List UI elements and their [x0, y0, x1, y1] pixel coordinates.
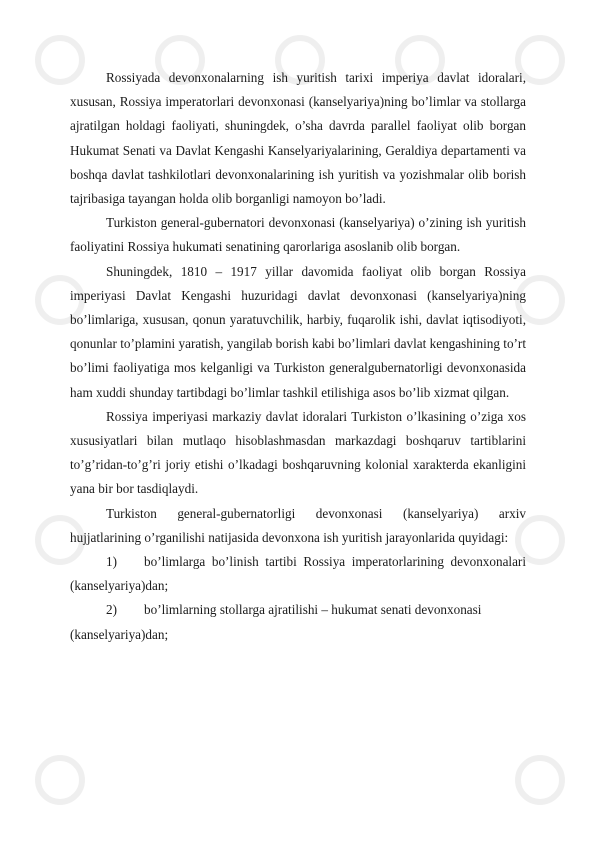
list-item-text: bo’limlarga bo’linish tartibi Rossiya imperatorlarining devonxonalari (kanselyariya)dan;	[70, 554, 526, 594]
paragraph-1: Rossiyada devonxonalarning ish yuritish tarixi imperiya davlat idoralari, xususan, Rossiya imperatorlari devonxonasi (kanselyariya)ning bo’limlar va stollarga ajratilgan holdagi faoliyati, shuningdek, o’sha davrda parallel faoliyat olib borgan Hukumat Senati va Davlat Kengashi Kanselyariyalarining, Geraldiya departamenti va boshqa davlat tashkilotlari devonxonalarining ish yuritish va yozishmalar olib borish tajribasiga tayangan holda olib borganligi namoyon bo’ladi.	[70, 70, 526, 207]
paragraph-2: Turkiston general-gubernatori devonxonasi (kanselyariya) o’zining ish yuritish faoliyatini Rossiya hukumati senatining qarorlariga asoslanib olib borgan.	[70, 215, 526, 255]
list-item-2	[70, 598, 526, 646]
paragraph-5: Turkiston general-gubernatorligi devonxonasi (kanselyariya) arxiv hujjatlarining o’rganilishi natijasida devonxona ish yuritish jarayonlarida quyidagi:	[70, 505, 526, 545]
paragraph-3: Shuningdek, 1810 – 1917 yillar davomida faoliyat olib borgan Rossiya imperiyasi Davlat Kengashi huzuridagi davlat devonxonasi (kanselyariya)ning bo’limlariga, xususan, qonun yaratuvchilik, harbiy, fuqarolik ishi, davlat iqtisodiyoti, qonunlar to’plamini yaratish, yangilab borish kabi bo’limlari davlat kengashining to’rt bo’limi faoliyatiga mos kelganligi va Turkiston generalgubernatorligi devonxonasida ham xuddi shunday tartibdagi bo’limlar tashkil etilishiga asos bo’lib xizmat qilgan.	[70, 263, 526, 400]
list-item-text: bo’limlarning stollarga ajratilishi – hukumat senati devonxonasi (kanselyariya)dan;	[70, 602, 482, 642]
document-page	[70, 66, 526, 647]
paragraph-4: Rossiya imperiyasi markaziy davlat idoralari Turkiston o’lkasining o’ziga xos xususiyatlari bilan mutlaqo hisoblashmasdan markazdagi boshqaruv tartiblarini to’g’ridan-to’g’ri joriy etishi o’lkadagi boshqaruvning kolonial xarakterda ekanligini yana bir bor tasdiqlaydi.	[70, 408, 526, 497]
list-item-1	[70, 550, 526, 598]
list-item-number: 1)	[106, 554, 117, 570]
list-item-number: 2)	[106, 602, 117, 618]
numbered-list	[70, 550, 526, 647]
